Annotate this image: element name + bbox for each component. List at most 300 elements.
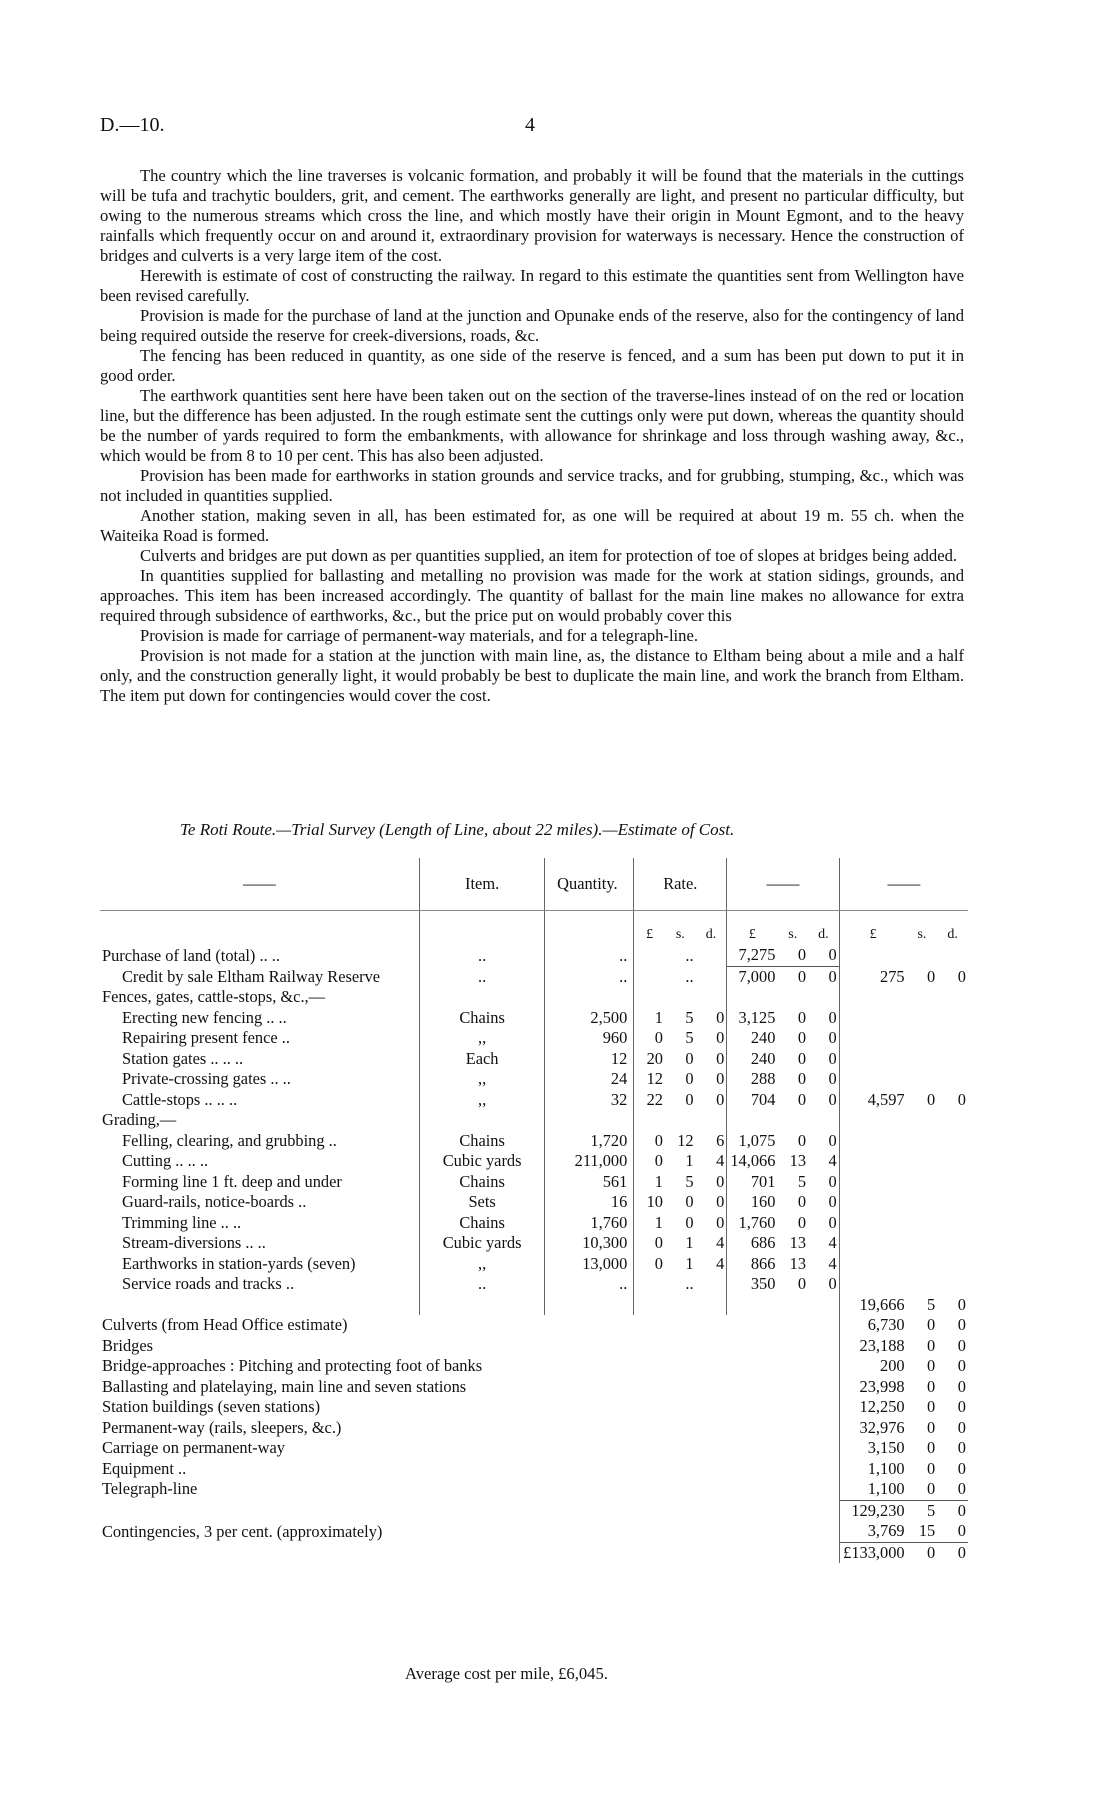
rate-shillings [665, 1110, 696, 1131]
summary-description: Telegraph-line [102, 1479, 198, 1498]
amount-pounds: 350 [727, 1274, 778, 1295]
rate-shillings: 0 [685, 1212, 694, 1232]
row-quantity: 16 [545, 1192, 634, 1213]
amount-shillings: 0 [797, 1089, 807, 1109]
amount-pounds: 240 [727, 1028, 778, 1049]
description-text: Earthworks in station-yards (seven) [122, 1253, 356, 1273]
rate-shillings: .. [685, 1274, 694, 1293]
row-item-unit [419, 1110, 545, 1131]
row-item-unit: Each [419, 1049, 545, 1070]
amount-pounds: 686 [727, 1233, 778, 1254]
rate-pounds: 1 [634, 1213, 665, 1234]
total-pence [937, 1069, 968, 1090]
rate-pounds [634, 945, 665, 966]
rate-pounds [634, 1110, 665, 1131]
table-row [100, 1213, 968, 1234]
table-row [100, 1110, 968, 1131]
rate-pence: 4 [716, 1233, 725, 1252]
row-item-unit [419, 1295, 545, 1316]
paragraph: Another station, making seven in all, has been estimated for, as one will be required at about 19 m. 55 ch. when the Waiteika Road is formed. [100, 506, 964, 545]
total-pence: 0 [957, 1089, 966, 1109]
amount-pounds: 240 [727, 1049, 778, 1070]
total-pounds [839, 1008, 906, 1029]
spacer [419, 911, 545, 946]
rate-shillings: 0 [685, 1048, 694, 1068]
amount-pounds [727, 987, 778, 1008]
total-pence: 0 [957, 1294, 966, 1314]
total-pounds [839, 1192, 906, 1213]
amount-pounds: 701 [727, 1172, 778, 1193]
amount-shillings: 0 [797, 1048, 807, 1068]
summary-description: Carriage on permanent-way [102, 1438, 285, 1457]
amount-pence: 4 [828, 1233, 837, 1252]
row-item-unit [419, 987, 545, 1008]
table-row [100, 1151, 968, 1172]
summary-total-shillings: 0 [927, 1315, 936, 1334]
total-shillings [907, 1213, 938, 1234]
total-pounds [839, 1049, 906, 1070]
description-text: Stream-diversions .. .. [122, 1233, 266, 1252]
total-pounds [839, 1110, 906, 1131]
rate-pounds [634, 987, 665, 1008]
summary-total-shillings: 0 [927, 1376, 936, 1396]
row-description [100, 1213, 419, 1234]
total-pence [937, 987, 968, 1008]
rate-pounds: 10 [634, 1192, 665, 1213]
summary-total-pence: 0 [957, 1438, 966, 1457]
paragraph: Provision is made for carriage of permanent-way materials, and for a telegraph-line. [140, 626, 698, 645]
row-item-unit: .. [419, 966, 545, 987]
table-row [100, 1090, 968, 1111]
row-item-unit: .. [419, 945, 545, 966]
summary-row [100, 1336, 968, 1357]
summary-row [100, 1377, 968, 1398]
amount-pence: 0 [828, 1212, 837, 1232]
rate-pounds: 12 [634, 1069, 665, 1090]
amount-pence: 0 [828, 1274, 837, 1293]
rate-pence: 0 [716, 1171, 725, 1191]
summary-total-pounds: 200 [839, 1356, 906, 1377]
row-quantity [545, 1110, 634, 1131]
total-shillings [907, 1110, 938, 1131]
description-text: Station gates .. .. .. [122, 1048, 244, 1068]
summary-total-pence: 0 [957, 1417, 966, 1437]
total-shillings [907, 1069, 938, 1090]
row-description [100, 1110, 419, 1131]
paragraph: The country which the line traverses is volcanic formation, and probably it will be found that the materials in the cuttings will be tufa and trachytic boulders, grit, and cement. The earthworks generally are light, and present no particular difficulty, but owing to the numerous streams which cross the line, and which mostly have their origin in Mount Egmont, and to the heavy rainfalls which frequently occur on and around it, extraordinary provision for waterways is necessary. Hence the construction of bridges and culverts is a very large item of the cost. [100, 166, 964, 265]
rate-pounds: 0 [634, 1233, 665, 1254]
row-description [100, 1131, 419, 1152]
summary-row [100, 1459, 968, 1480]
amount-pence: 4 [828, 1151, 837, 1170]
amount-pence: 0 [828, 1028, 837, 1047]
total-pounds [839, 1233, 906, 1254]
total-shillings [907, 1008, 938, 1029]
rate-pence [696, 1274, 727, 1295]
total-shillings [907, 1028, 938, 1049]
row-quantity: 12 [545, 1049, 634, 1070]
summary-total-shillings: 0 [927, 1479, 936, 1498]
total-shillings [907, 1233, 938, 1254]
rate-pounds: 22 [634, 1090, 665, 1111]
document-reference: D.—10. [100, 114, 165, 136]
amount-shillings: 13 [789, 1233, 807, 1252]
summary-total-pounds: 129,230 [839, 1500, 906, 1521]
rate-shillings: 0 [685, 1069, 694, 1088]
amount-pence [808, 1110, 839, 1131]
rate-pence: 4 [716, 1151, 725, 1170]
total-pounds [839, 1069, 906, 1090]
summary-total-shillings: 0 [927, 1335, 936, 1355]
row-quantity: 960 [545, 1028, 634, 1049]
amount-shillings [777, 987, 808, 1008]
rate-shillings: 5 [685, 1171, 694, 1191]
rate-pence [696, 1110, 727, 1131]
summary-total-shillings: 0 [927, 1458, 936, 1478]
header-amount: —— [727, 858, 839, 911]
description-text: Felling, clearing, and grubbing .. [122, 1130, 337, 1150]
row-item-unit: Chains [419, 1213, 545, 1234]
amount-shillings: 0 [797, 1007, 807, 1027]
table-row [100, 1254, 968, 1275]
rate-shillings: 5 [685, 1028, 694, 1047]
paragraph: Culverts and bridges are put down as per quantities supplied, an item for protection of toe of slopes at bridges being added. [140, 546, 958, 565]
total-shillings [907, 987, 938, 1008]
row-quantity [545, 987, 634, 1008]
summary-total-pence: 0 [957, 1397, 966, 1416]
summary-total-pounds: 1,100 [839, 1479, 906, 1500]
total-pounds [839, 1274, 906, 1295]
table-row [100, 1131, 968, 1152]
amount-pence: 0 [828, 1130, 837, 1150]
amount-unit: d. [818, 926, 829, 942]
description-text: Purchase of land (total) .. .. [102, 945, 280, 965]
rate-shillings: 5 [685, 1007, 694, 1027]
table-row [100, 966, 968, 987]
description-text: Credit by sale Eltham Railway Reserve [122, 966, 381, 986]
total-pounds [839, 1172, 906, 1193]
summary-total-pence: 0 [957, 1335, 966, 1355]
rate-pence: 0 [716, 1212, 725, 1232]
total-unit: s. [917, 926, 927, 942]
summary-total-shillings: 0 [927, 1397, 936, 1416]
description-text: Grading,— [102, 1110, 177, 1129]
table-row [100, 1049, 968, 1070]
rate-unit: d. [705, 926, 717, 942]
amount-pence [808, 1295, 839, 1316]
rate-pounds: 1 [634, 1172, 665, 1193]
summary-description: Equipment .. [102, 1458, 187, 1478]
row-item-unit: Chains [419, 1172, 545, 1193]
rate-pounds: 20 [634, 1049, 665, 1070]
amount-shillings [777, 1110, 808, 1131]
row-item-unit: ,, [419, 1254, 545, 1275]
header-description: —— [100, 858, 419, 911]
total-pence [937, 1131, 968, 1152]
summary-total-pounds: 3,150 [839, 1438, 906, 1459]
summary-row [100, 1418, 968, 1439]
summary-total-shillings: 0 [927, 1417, 936, 1437]
rate-pence [696, 966, 727, 987]
header-quantity: Quantity. [545, 858, 634, 911]
description-text: Service roads and tracks .. [122, 1274, 295, 1293]
summary-description: Culverts (from Head Office estimate) [102, 1315, 348, 1334]
summary-total-pence: 0 [957, 1458, 966, 1478]
total-unit: £ [839, 911, 906, 946]
total-shillings: 0 [927, 1089, 936, 1109]
amount-pounds: 7,000 [727, 966, 778, 987]
description-text: Trimming line .. .. [122, 1212, 242, 1232]
summary-total-shillings: 0 [907, 1542, 938, 1563]
summary-row [100, 1356, 968, 1377]
summary-description: Contingencies, 3 per cent. (approximately) [102, 1521, 383, 1541]
amount-pence: 0 [828, 1069, 837, 1088]
rate-pence: 0 [716, 1048, 725, 1068]
total-shillings [907, 1274, 938, 1295]
amount-pounds: 1,760 [727, 1213, 778, 1234]
amount-shillings: 0 [797, 1069, 807, 1088]
paragraph: Herewith is estimate of cost of constructing the railway. In regard to this estimate the quantities sent from Wellington have been revised carefully. [100, 266, 964, 305]
rate-pounds [634, 1295, 665, 1316]
row-quantity: 13,000 [545, 1254, 634, 1275]
rate-pence: 0 [716, 1028, 725, 1047]
total-pence [937, 1049, 968, 1070]
amount-pence: 0 [828, 1089, 837, 1109]
amount-shillings: 0 [797, 1274, 807, 1293]
row-item-unit: ,, [419, 1028, 545, 1049]
row-description [100, 1295, 419, 1316]
summary-total-pounds: 1,100 [839, 1459, 906, 1480]
amount-pounds [727, 1295, 778, 1316]
rate-pence: 0 [716, 1089, 725, 1109]
row-description [100, 1008, 419, 1029]
table-row [100, 1008, 968, 1029]
summary-total-pence: 0 [957, 1479, 966, 1498]
amount-pence: 0 [828, 1007, 837, 1027]
table-row [100, 987, 968, 1008]
total-pence [937, 1172, 968, 1193]
row-item-unit: Cubic yards [419, 1151, 545, 1172]
summary-row [100, 1315, 968, 1336]
amount-shillings: 0 [777, 966, 808, 987]
amount-pence: 0 [828, 1048, 837, 1068]
table-row [100, 1028, 968, 1049]
row-description [100, 1069, 419, 1090]
summary-total-pence: 0 [957, 1521, 966, 1540]
amount-pounds: 7,275 [727, 945, 778, 966]
row-quantity: 24 [545, 1069, 634, 1090]
rate-shillings: .. [685, 945, 694, 965]
description-text: Repairing present fence .. [122, 1028, 290, 1047]
amount-pence: 0 [808, 966, 839, 987]
total-shillings [907, 1172, 938, 1193]
total-pence [937, 945, 968, 966]
total-shillings [907, 1131, 938, 1152]
rate-pounds [634, 966, 665, 987]
total-pence [937, 1254, 968, 1275]
row-item-unit: Chains [419, 1008, 545, 1029]
total-shillings: 0 [927, 966, 936, 986]
row-description [100, 1028, 419, 1049]
summary-row [100, 1500, 968, 1521]
table-row [100, 1233, 968, 1254]
rate-pence: 0 [716, 1192, 725, 1211]
amount-pence: 0 [828, 1171, 837, 1191]
spacer [545, 911, 634, 946]
rate-pence: 0 [716, 1007, 725, 1027]
total-pounds: 19,666 [839, 1295, 906, 1316]
rate-pounds: 0 [634, 1151, 665, 1172]
description-text: Cattle-stops .. .. .. [122, 1089, 238, 1109]
amount-shillings: 0 [797, 945, 807, 964]
estimate-table [100, 858, 968, 1563]
rate-shillings: 0 [685, 1192, 694, 1211]
summary-description: Ballasting and platelaying, main line and seven stations [102, 1376, 467, 1396]
row-description [100, 1192, 419, 1213]
description-text: Private-crossing gates .. .. [122, 1069, 291, 1088]
amount-pence: 0 [828, 945, 837, 964]
paragraph: The fencing has been reduced in quantity, as one side of the reserve is fenced, and a sum has been put down to put it in good order. [100, 346, 964, 385]
rate-unit: £ [634, 911, 665, 946]
summary-description: Bridges [102, 1335, 153, 1355]
row-quantity: .. [545, 1274, 634, 1295]
total-shillings [907, 1254, 938, 1275]
header-rate: Rate. [634, 858, 727, 911]
amount-pounds: 866 [727, 1254, 778, 1275]
amount-pounds: 14,066 [727, 1151, 778, 1172]
row-quantity: 32 [545, 1090, 634, 1111]
summary-total-pence: 0 [957, 1376, 966, 1396]
summary-total-pounds: 3,769 [839, 1521, 906, 1542]
row-description [100, 1233, 419, 1254]
table-row [100, 1295, 968, 1316]
total-pounds: 275 [839, 966, 906, 987]
summary-total-pounds: 12,250 [839, 1397, 906, 1418]
summary-row [100, 1397, 968, 1418]
rate-shillings: .. [685, 966, 694, 986]
paragraph: Provision is not made for a station at the junction with main line, as, the distance to Eltham being about a mile and a half only, and the construction generally light, it would probably be best to duplicate the main line, and work the branch from Eltham. The item put down for contingencies would cover the cost. [100, 646, 964, 705]
total-pounds [839, 1028, 906, 1049]
total-pounds [839, 945, 906, 966]
total-shillings [907, 1049, 938, 1070]
body-text [100, 166, 964, 706]
amount-shillings: 13 [789, 1151, 807, 1170]
rate-shillings [665, 987, 696, 1008]
page-number: 4 [525, 114, 535, 136]
row-description [100, 1151, 419, 1172]
row-quantity: 2,500 [545, 1008, 634, 1029]
description-text: Guard-rails, notice-boards .. [122, 1192, 307, 1211]
row-item-unit: ,, [419, 1069, 545, 1090]
row-description [100, 945, 419, 966]
table-row [100, 945, 968, 966]
header-total: —— [839, 858, 968, 911]
row-quantity [545, 1295, 634, 1316]
table-row [100, 1274, 968, 1295]
amount-pounds [727, 1110, 778, 1131]
total-unit: d. [947, 926, 958, 942]
total-shillings: 5 [927, 1294, 936, 1314]
summary-total-pounds: 6,730 [839, 1315, 906, 1336]
summary-total-pence: 0 [937, 1542, 968, 1563]
table-title: Te Roti Route.—Trial Survey (Length of Line, about 22 miles).—Estimate of Cost. [180, 820, 735, 839]
summary-description: Bridge-approaches : Pitching and protecting foot of banks [102, 1356, 483, 1375]
total-pounds: 4,597 [839, 1090, 906, 1111]
description-text: Erecting new fencing .. .. [122, 1007, 287, 1027]
amount-shillings: 5 [797, 1171, 807, 1191]
row-quantity: 1,760 [545, 1213, 634, 1234]
summary-total-shillings: 0 [927, 1438, 936, 1457]
rate-pounds: 0 [634, 1131, 665, 1152]
rate-pence: 6 [716, 1130, 725, 1150]
total-shillings [907, 1192, 938, 1213]
rate-shillings: 12 [677, 1130, 694, 1150]
rate-pence: 4 [716, 1253, 725, 1273]
paragraph: Provision has been made for earthworks in station grounds and service tracks, and for grubbing, stumping, &c., which was not included in quantities supplied. [100, 466, 964, 505]
summary-total-pounds: 32,976 [839, 1418, 906, 1439]
summary-total-pence: 0 [957, 1315, 966, 1334]
total-pounds [839, 1213, 906, 1234]
total-pence [937, 1110, 968, 1131]
total-pounds [839, 1131, 906, 1152]
row-description [100, 987, 419, 1008]
rate-pounds: 0 [634, 1254, 665, 1275]
summary-description: Permanent-way (rails, sleepers, &c.) [102, 1417, 342, 1437]
row-quantity: 211,000 [545, 1151, 634, 1172]
paragraph: The earthwork quantities sent here have been taken out on the section of the traverse-lines instead of on the red or location line, but the difference has been adjusted. In the rough estimate sent the cuttings only were put down, whereas the quantity should be the number of yards required to form the embankments, with allowance for shrinkage and loss through washing away, &c., which would be from 8 to 10 per cent. This has also been adjusted. [100, 386, 964, 465]
total-pounds [839, 987, 906, 1008]
amount-unit: £ [727, 911, 778, 946]
rate-shillings: 0 [685, 1089, 694, 1109]
total-shillings [907, 945, 938, 966]
amount-pounds: 1,075 [727, 1131, 778, 1152]
row-item-unit: .. [419, 1274, 545, 1295]
header-item: Item. [419, 858, 545, 911]
row-item-unit: Cubic yards [419, 1233, 545, 1254]
row-description [100, 1172, 419, 1193]
total-pence [937, 1233, 968, 1254]
rate-shillings: 1 [685, 1151, 694, 1170]
summary-description: Station buildings (seven stations) [102, 1397, 321, 1416]
summary-description [100, 1542, 839, 1563]
summary-total-pence: 0 [937, 1500, 968, 1521]
rate-pounds [634, 1274, 665, 1295]
row-description [100, 1274, 419, 1295]
total-pence [937, 1151, 968, 1172]
summary-total-pounds: 23,188 [839, 1336, 906, 1357]
amount-pounds: 160 [727, 1192, 778, 1213]
amount-pence [808, 987, 839, 1008]
average-cost-note: Average cost per mile, £6,045. [405, 1664, 608, 1683]
amount-shillings [777, 1295, 808, 1316]
summary-total-pounds: 23,998 [839, 1377, 906, 1398]
row-description [100, 1254, 419, 1275]
table-row [100, 1192, 968, 1213]
total-pounds [839, 1254, 906, 1275]
total-pence [937, 1008, 968, 1029]
paragraph: In quantities supplied for ballasting and metalling no provision was made for the work at station sidings, grounds, and approaches. This item has been increased accordingly. The quantity of ballast for the main line makes no allowance for extra required through subsidence of earthworks, &c., but the price put on would probably cover this [100, 566, 964, 625]
row-description [100, 1090, 419, 1111]
total-pounds [839, 1151, 906, 1172]
row-quantity: 561 [545, 1172, 634, 1193]
row-description [100, 1049, 419, 1070]
summary-row [100, 1521, 968, 1542]
total-pence [937, 1028, 968, 1049]
paragraph: Provision is made for the purchase of land at the junction and Opunake ends of the reserve, also for the contingency of land being required outside the reserve for creek-diversions, roads, &c. [100, 306, 964, 345]
total-shillings [907, 1151, 938, 1172]
row-item-unit: Sets [419, 1192, 545, 1213]
row-item-unit: Chains [419, 1131, 545, 1152]
